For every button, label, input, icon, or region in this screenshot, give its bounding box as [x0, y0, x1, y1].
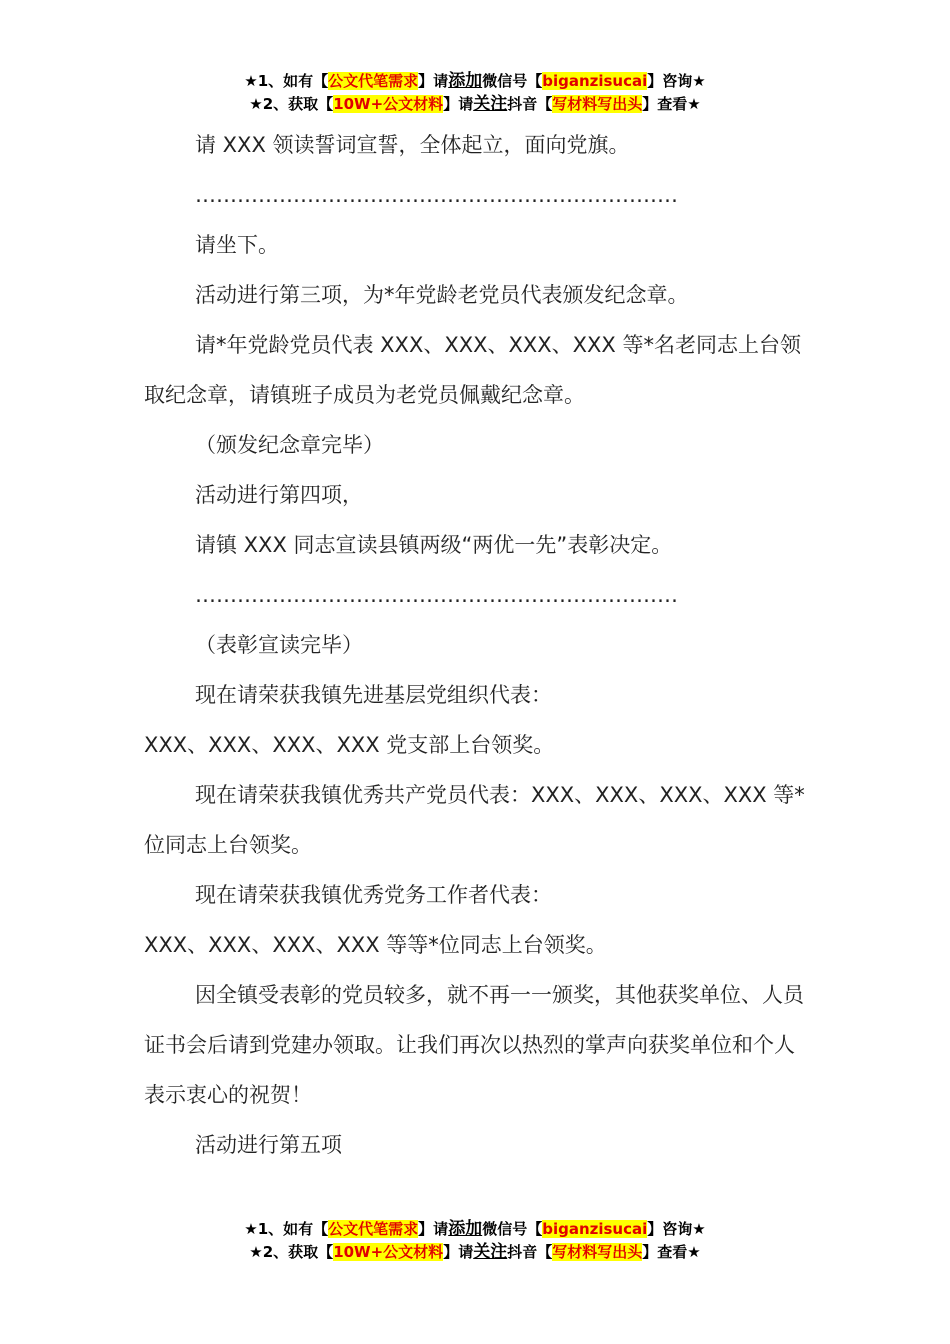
banner-emphasis: 添加 [448, 71, 483, 91]
paragraph: 因全镇受表彰的党员较多，就不再一一颁奖，其他获奖单位、人员证书会后请到党建办领取。让我们再次以热烈的掌声向获奖单位和个人表示衷心的祝贺！ [144, 983, 804, 1107]
highlight-douyin: 写材料写出头 [552, 95, 643, 113]
banner-line-2 [0, 93, 950, 116]
banner-line-2 [0, 1241, 950, 1264]
banner-emphasis: 添加 [448, 1219, 483, 1239]
paragraph: XXX、XXX、XXX、XXX 等等*位同志上台领奖。 [144, 933, 607, 957]
highlight-service: 公文代笔需求 [328, 72, 419, 90]
banner-line-1 [0, 1218, 950, 1241]
document-body [144, 120, 809, 1170]
highlight-materials: 10W+公文材料 [333, 95, 444, 113]
banner-text: 抖音【 [507, 95, 553, 113]
paragraph: 请坐下。 [195, 233, 279, 257]
banner-text: 微信号【 [482, 1220, 543, 1238]
highlight-wechat-id: biganzisucai [542, 72, 648, 90]
banner-text: 】请 [443, 1243, 474, 1261]
banner-text: 】查看★ [642, 1243, 701, 1261]
paragraph: 活动进行第五项 [195, 1133, 342, 1157]
paragraph: 现在请荣获我镇优秀党务工作者代表： [195, 883, 552, 907]
paragraph: 请镇 XXX 同志宣读县镇两级“两优一先”表彰决定。 [195, 533, 673, 557]
paragraph: （表彰宣读完毕） [195, 633, 363, 657]
paragraph: 活动进行第三项，为*年党龄老党员代表颁发纪念章。 [195, 283, 689, 307]
banner-text: ★2、获取【 [249, 1243, 334, 1261]
paragraph: 现在请荣获我镇优秀共产党员代表：XXX、XXX、XXX、XXX 等*位同志上台领奖。 [144, 783, 805, 857]
banner-text: 】咨询★ [647, 72, 706, 90]
banner-text: 】请 [418, 72, 449, 90]
paragraph: 请*年党龄党员代表 XXX、XXX、XXX、XXX 等*名老同志上台领取纪念章，请镇班子成员为老党员佩戴纪念章。 [144, 333, 801, 407]
highlight-materials: 10W+公文材料 [333, 1243, 444, 1261]
ellipsis-line: …………………………………………………………… [195, 583, 678, 607]
banner-text: ★1、如有【 [244, 72, 329, 90]
banner-text: 】查看★ [642, 95, 701, 113]
banner-text: 抖音【 [507, 1243, 553, 1261]
header-banner [0, 70, 950, 116]
highlight-wechat-id: biganzisucai [542, 1220, 648, 1238]
paragraph: XXX、XXX、XXX、XXX 党支部上台领奖。 [144, 733, 555, 757]
banner-emphasis: 关注 [473, 1242, 508, 1262]
paragraph: 请 XXX 领读誓词宣誓，全体起立，面向党旗。 [195, 133, 630, 157]
paragraph: 活动进行第四项， [195, 483, 363, 507]
paragraph: 现在请荣获我镇先进基层党组织代表： [195, 683, 552, 707]
banner-text: 】咨询★ [647, 1220, 706, 1238]
banner-emphasis: 关注 [473, 94, 508, 114]
ellipsis-line: …………………………………………………………… [195, 183, 678, 207]
footer-banner [0, 1218, 950, 1264]
banner-line-1 [0, 70, 950, 93]
highlight-douyin: 写材料写出头 [552, 1243, 643, 1261]
highlight-service: 公文代笔需求 [328, 1220, 419, 1238]
banner-text: ★2、获取【 [249, 95, 334, 113]
banner-text: 】请 [443, 95, 474, 113]
banner-text: 微信号【 [482, 72, 543, 90]
banner-text: ★1、如有【 [244, 1220, 329, 1238]
banner-text: 】请 [418, 1220, 449, 1238]
paragraph: （颁发纪念章完毕） [195, 433, 384, 457]
